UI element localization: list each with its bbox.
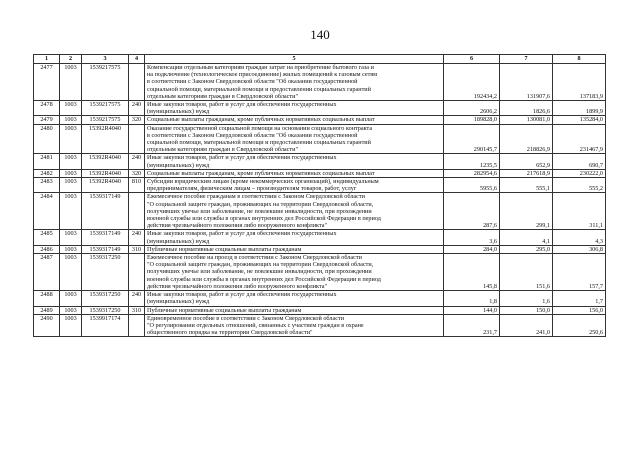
value-col7: 241,0 (500, 314, 553, 337)
row-number: 2480 (34, 124, 60, 154)
expense-type: 240 (129, 154, 145, 169)
description: Социальные выплаты гражданам, кроме публичных нормативных социальных выплат (145, 169, 444, 177)
row-number: 2484 (34, 193, 60, 230)
value-col7: 131907,6 (500, 64, 553, 101)
value-col7: 299,1 (500, 193, 553, 230)
table-row (34, 314, 606, 337)
expense-type (129, 254, 145, 291)
table-row (34, 101, 606, 116)
header-cell: 7 (500, 55, 553, 64)
section-code: 1003 (60, 178, 82, 193)
value-col7: 150,0 (500, 306, 553, 314)
row-number: 2486 (34, 245, 60, 253)
value-col6: 2606,2 (444, 101, 500, 116)
value-col8: 4,3 (553, 230, 606, 245)
value-col6: 192434,2 (444, 64, 500, 101)
description: Компенсации отдельным категориям граждан затрат на приобретение бытового газа и на подключение (технологическое присоединение) жилых помещений к газовым сетям в соответствии с Законом Свердловской области "Об оказании государственной социальной помощи, материальной помощи и предоставлении социальных гарантий отдельным категориям граждан в Свердловской области" (145, 64, 444, 101)
value-col8: 156,0 (553, 306, 606, 314)
value-col8: 1899,9 (553, 101, 606, 116)
table-row (34, 169, 606, 177)
header-cell: 8 (553, 55, 606, 64)
header-cell: 1 (34, 55, 60, 64)
row-number: 2488 (34, 291, 60, 306)
expense-type: 320 (129, 169, 145, 177)
header-row (34, 55, 606, 64)
value-col7: 295,0 (500, 245, 553, 253)
page-number: 140 (310, 27, 330, 42)
value-col7: 218826,9 (500, 124, 553, 154)
description: Иные закупки товаров, работ и услуг для обеспечения государственных (муниципальных) нужд (145, 230, 444, 245)
expense-type: 240 (129, 291, 145, 306)
description: Иные закупки товаров, работ и услуг для обеспечения государственных (муниципальных) нужд (145, 291, 444, 306)
table-row (34, 178, 606, 193)
value-col6: 5955,6 (444, 178, 500, 193)
description: Единовременное пособие в соответствии с Законом Свердловской области "О регулировании отдельных отношений, связанных с участием граждан в охране общественного порядка на территории Свердловской области" (145, 314, 444, 337)
value-col8: 231467,9 (553, 124, 606, 154)
expense-type: 310 (129, 306, 145, 314)
value-col7: 1,6 (500, 291, 553, 306)
row-number: 2478 (34, 101, 60, 116)
description: Ежемесячное пособие на проезд в соответствии с Законом Свердловской области "О социальной защите граждан, проживающих на территории Свердловской области, получивших увечье или заболевание, не повлекшие инвалидности, при прохождении военной службы или службы в органах внутренних дел Российской Федерации в период действия чрезвычайного положения либо вооруженного конфликта" (145, 254, 444, 291)
header-cell: 6 (444, 55, 500, 64)
row-number: 2481 (34, 154, 60, 169)
target-code: 1539317149 (82, 193, 129, 230)
value-col8: 135284,0 (553, 116, 606, 124)
value-col6: 287,6 (444, 193, 500, 230)
section-code: 1003 (60, 306, 82, 314)
expense-type (129, 314, 145, 337)
value-col8: 1,7 (553, 291, 606, 306)
value-col7: 1826,6 (500, 101, 553, 116)
description: Социальные выплаты гражданам, кроме публичных нормативных социальных выплат (145, 116, 444, 124)
expense-type: 240 (129, 230, 145, 245)
table-row (34, 291, 606, 306)
target-code: 1539917174 (82, 314, 129, 337)
value-col8: 311,1 (553, 193, 606, 230)
section-code: 1003 (60, 193, 82, 230)
budget-table (33, 54, 606, 337)
table-row (34, 306, 606, 314)
value-col7: 151,6 (500, 254, 553, 291)
section-code: 1003 (60, 245, 82, 253)
section-code: 1003 (60, 64, 82, 101)
expense-type: 320 (129, 116, 145, 124)
target-code: 15392R4040 (82, 178, 129, 193)
expense-type: 310 (129, 245, 145, 253)
value-col6: 282954,6 (444, 169, 500, 177)
value-col6: 189828,0 (444, 116, 500, 124)
header-cell: 5 (145, 55, 444, 64)
target-code: 1539317250 (82, 306, 129, 314)
value-col8: 230222,0 (553, 169, 606, 177)
row-number: 2483 (34, 178, 60, 193)
target-code: 1539317250 (82, 254, 129, 291)
row-number: 2482 (34, 169, 60, 177)
description: Субсидии юридическим лицам (кроме некоммерческих организаций), индивидуальным предпринимателям, физическим лицам – производителям товаров, работ, услуг (145, 178, 444, 193)
table-row (34, 116, 606, 124)
header-cell: 3 (82, 55, 129, 64)
target-code: 1539317149 (82, 245, 129, 253)
value-col8: 250,6 (553, 314, 606, 337)
value-col6: 144,0 (444, 306, 500, 314)
section-code: 1003 (60, 291, 82, 306)
section-code: 1003 (60, 254, 82, 291)
value-col6: 1235,5 (444, 154, 500, 169)
value-col6: 145,8 (444, 254, 500, 291)
expense-type: 810 (129, 178, 145, 193)
row-number: 2487 (34, 254, 60, 291)
target-code: 15392R4040 (82, 124, 129, 154)
table-row (34, 124, 606, 154)
target-code: 15392R4040 (82, 169, 129, 177)
header-cell: 4 (129, 55, 145, 64)
table-row (34, 193, 606, 230)
value-col6: 3,6 (444, 230, 500, 245)
section-code: 1003 (60, 314, 82, 337)
row-number: 2479 (34, 116, 60, 124)
table-row (34, 64, 606, 101)
section-code: 1003 (60, 101, 82, 116)
value-col7: 555,1 (500, 178, 553, 193)
value-col7: 4,1 (500, 230, 553, 245)
section-code: 1003 (60, 169, 82, 177)
value-col8: 690,7 (553, 154, 606, 169)
target-code: 15392R4040 (82, 154, 129, 169)
section-code: 1003 (60, 124, 82, 154)
description: Иные закупки товаров, работ и услуг для обеспечения государственных (муниципальных) нужд (145, 154, 444, 169)
table-row (34, 230, 606, 245)
section-code: 1003 (60, 154, 82, 169)
row-number: 2477 (34, 64, 60, 101)
table-row (34, 254, 606, 291)
value-col6: 290145,7 (444, 124, 500, 154)
table-row (34, 245, 606, 253)
description: Оказание государственной социальной помощи на основании социального контракта в соответствии с Законом Свердловской области "Об оказании государственной социальной помощи, материальной помощи и предоставлении социальных гарантий отдельным категориям граждан в Свердловской области" (145, 124, 444, 154)
target-code: 1539217575 (82, 101, 129, 116)
row-number: 2485 (34, 230, 60, 245)
target-code: 1539317250 (82, 291, 129, 306)
expense-type (129, 193, 145, 230)
value-col8: 306,8 (553, 245, 606, 253)
target-code: 1539217575 (82, 64, 129, 101)
header-cell: 2 (60, 55, 82, 64)
expense-type (129, 124, 145, 154)
description: Ежемесячное пособие гражданам в соответствии с Законом Свердловской области "О социальной защите граждан, проживающих на территории Свердловской области, получивших увечье или заболевание, не повлекшие инвалидности, при прохождении военной службы или службы в органах внутренних дел Российской Федерации в период действия чрезвычайного положения либо вооруженного конфликта" (145, 193, 444, 230)
value-col6: 284,0 (444, 245, 500, 253)
value-col7: 652,9 (500, 154, 553, 169)
description: Публичные нормативные социальные выплаты гражданам (145, 306, 444, 314)
target-code: 1539317149 (82, 230, 129, 245)
description: Публичные нормативные социальные выплаты гражданам (145, 245, 444, 253)
value-col8: 555,2 (553, 178, 606, 193)
value-col7: 130081,0 (500, 116, 553, 124)
section-code: 1003 (60, 116, 82, 124)
table-row (34, 154, 606, 169)
row-number: 2489 (34, 306, 60, 314)
expense-type: 240 (129, 101, 145, 116)
value-col7: 217618,9 (500, 169, 553, 177)
value-col6: 1,8 (444, 291, 500, 306)
target-code: 1539217575 (82, 116, 129, 124)
section-code: 1003 (60, 230, 82, 245)
value-col8: 137183,9 (553, 64, 606, 101)
expense-type (129, 64, 145, 101)
description: Иные закупки товаров, работ и услуг для обеспечения государственных (муниципальных) нужд (145, 101, 444, 116)
value-col8: 157,7 (553, 254, 606, 291)
value-col6: 231,7 (444, 314, 500, 337)
row-number: 2490 (34, 314, 60, 337)
